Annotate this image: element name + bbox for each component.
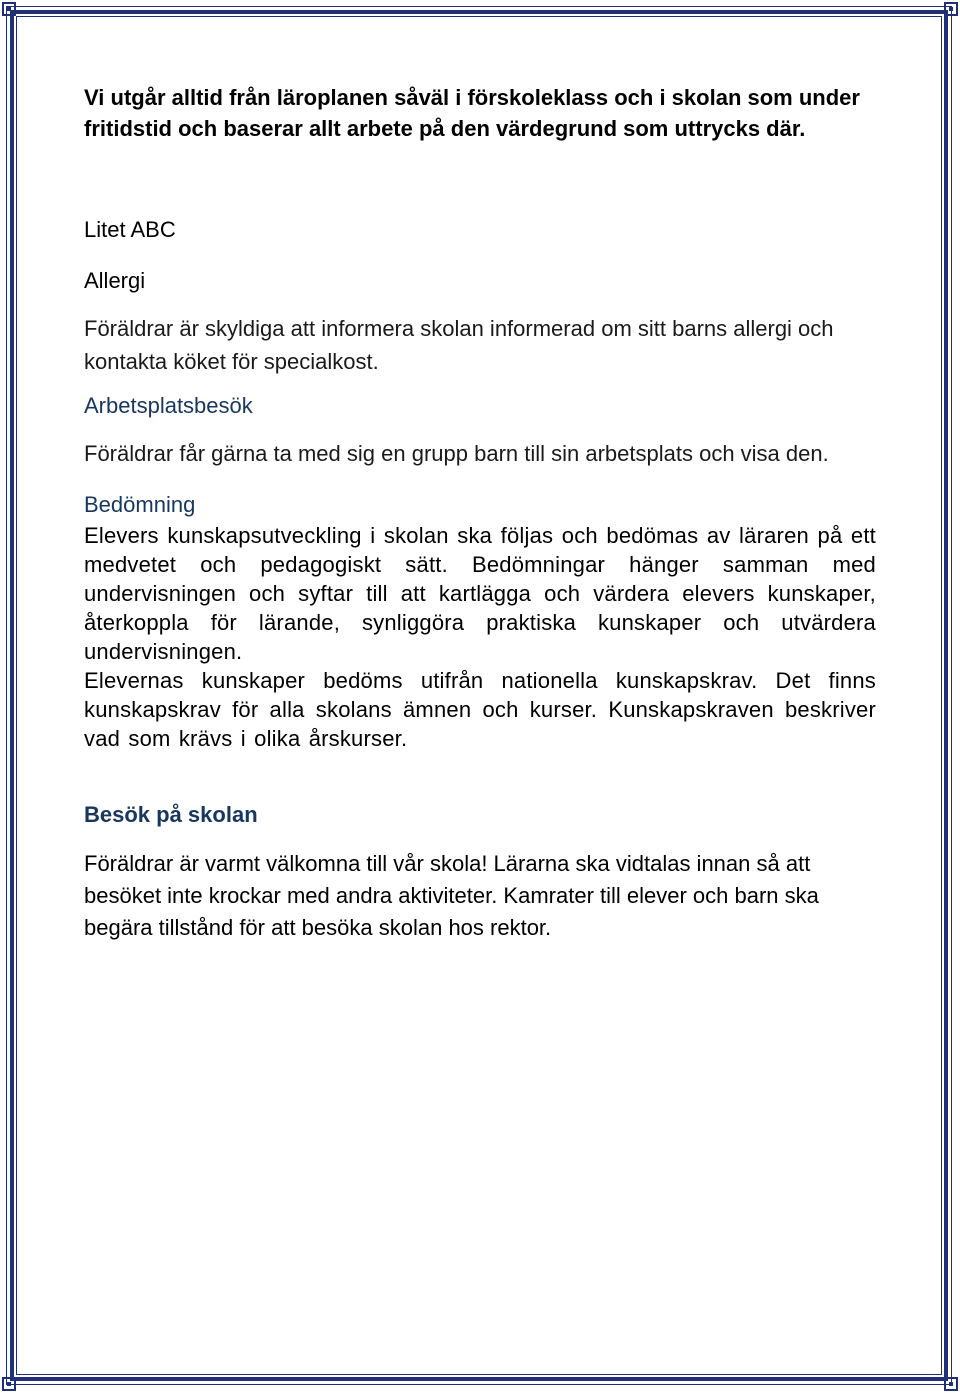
arbetsplatsbesok-text: Föräldrar får gärna ta med sig en grupp barn till sin arbetsplats och visa den. bbox=[84, 441, 829, 466]
corner-ornament-icon bbox=[0, 0, 18, 18]
bedomning-paragraph-2: Elevernas kunskaper bedöms utifrån nationella kunskapskrav. Det finns kunskapskrav för alla skolans ämnen och kurser. Kunskapskraven beskriver vad som krävs i olika årskurser. bbox=[84, 668, 876, 751]
besok-heading: Besök på skolan bbox=[84, 802, 258, 827]
intro-paragraph: Vi utgår alltid från läroplanen såväl i förskoleklass och i skolan som under fritidstid och baserar allt arbete på den värdegrund som uttrycks där. bbox=[84, 85, 860, 141]
allergi-heading: Allergi bbox=[84, 268, 146, 293]
document-body bbox=[84, 82, 876, 944]
section-title: Litet ABC bbox=[84, 217, 176, 242]
corner-ornament-icon bbox=[942, 0, 960, 18]
corner-ornament-icon bbox=[942, 1375, 960, 1393]
arbetsplatsbesok-heading: Arbetsplatsbesök bbox=[84, 393, 253, 418]
besok-text: Föräldrar är varmt välkomna till vår skola! Lärarna ska vidtalas innan så att besöket inte krockar med andra aktiviteter. Kamrater till elever och barn ska begära tillstånd för att besöka skolan hos rektor. bbox=[84, 851, 819, 940]
bedomning-paragraph-1: Elevers kunskapsutveckling i skolan ska följas och bedömas av läraren på ett medvetet och pedagogiskt sätt. Bedömningar hänger samman med undervisningen och syftar till att kartlägga och värdera elevers kunskaper, återkoppla för lärande, synliggöra praktiska kunskaper och utvärdera undervisningen. bbox=[84, 523, 876, 664]
corner-ornament-icon bbox=[0, 1375, 18, 1393]
bedomning-heading: Bedömning bbox=[84, 492, 196, 517]
allergi-text: Föräldrar är skyldiga att informera skolan informerad om sitt barns allergi och kontakta köket för specialkost. bbox=[84, 316, 834, 374]
